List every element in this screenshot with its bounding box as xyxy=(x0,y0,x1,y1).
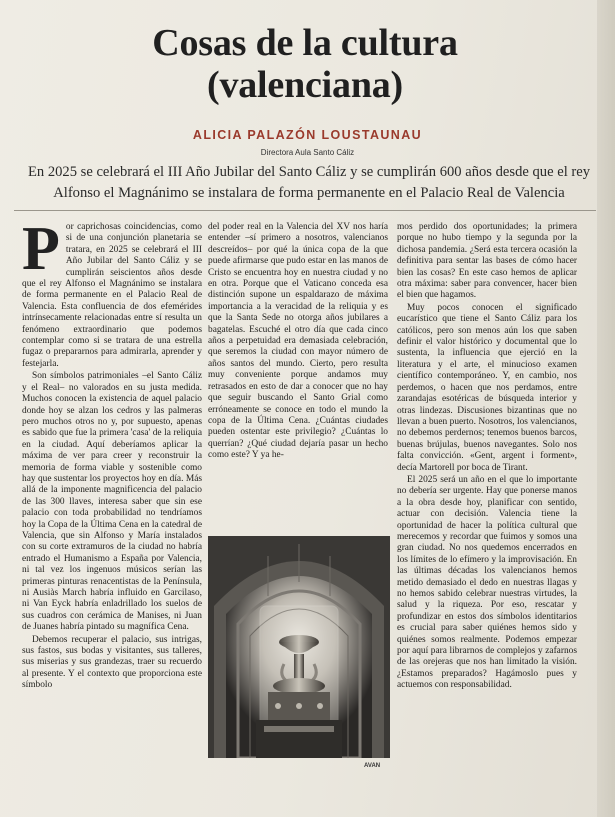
page-edge xyxy=(597,0,615,817)
column-1 xyxy=(22,222,202,807)
column-2 xyxy=(208,222,388,530)
paragraph: Son símbolos patrimoniales –el Santo Cáliz y el Real– no valorados en su justa medida. Muchos conocen la existencia de aquel palacio donde hoy se alzan los cedros y las palmeras pero muchos otros no y, por supuesto, apenas es sabido que fue la primera 'casa' de la reliquia en la ciudad. Aquí deberíamos aplicar la máxima de ver para creer y reconstruir la memoria de forma viable y sostenible como hay que sustentar los proyectos hoy en día. Más allá de la imponente magnificencia del palacio de las 300 llaves, interesa saber que sin ese palacio con toda probabilidad no tendríamos hoy la Copa de la Última Cena en la catedral de Valencia, que sin Alfonso y María instalados con su corte extramuros de la ciudad no habría entrado el Humanismo a España por Valencia, ni tal vez los ingenuos músicos serían las primeras pinturas renacentistas de la Península, ni Ausiàs March habría influido en Garcilaso, ni Van Eyck habría enladrillado los suelos de sus cuadros con cerámica de Manises, ni Juan de Juanes habría pintado su magnífica Cena. xyxy=(22,371,202,633)
author-name: ALICIA PALAZÓN LOUSTAUNAU xyxy=(192,128,423,142)
headline xyxy=(60,22,550,106)
author-role: Directora Aula Santo Cáliz xyxy=(260,148,355,157)
paragraph: mos perdido dos oportunidades; la primera porque no hubo tiempo y la segunda por la dichosa pandemia. ¿Será esta tercera ocasión la definitiva para sentar las bases de cómo hacer bien las cosas? En este caso hemos de aplicar otra máxima: saber para convencer, hacer bien el bien que hagamos. xyxy=(397,222,577,301)
paragraph-text: or caprichosas coincidencias, como si de una conjunción planetaria se tratara, en 2025 se celebrará el III Año Jubilar del Santo Cáliz y se cumplirán seiscientos años desde que el rey Alfonso el Magnánimo se instalara de forma permanente en el Palacio Real de Valencia. Esta confluencia de dos efemérides intrínsecamente relacionadas entre sí resulta un fenómeno extraordinario que podemos contemplar como si se tratara de una estrella fugaz o prepararnos para admirarla, aprender y festejarla. xyxy=(22,222,202,369)
holy-chalice-photo xyxy=(208,536,390,758)
divider xyxy=(14,210,596,211)
drop-cap: P xyxy=(22,222,60,283)
chalice-image xyxy=(208,536,390,758)
paragraph xyxy=(22,222,202,370)
paragraph: Muy pocos conocen el significado eucarístico que tiene el Santo Cáliz para los católicos, pero son menos aún los que saben definir el valor histórico y documental que lo sustenta, la influencia que ejerció en la literatura y el arte, el minucioso examen científico contemporáneo. Y, en cambio, nos perdemos, o hacen que nos perdamos, entre zarandajas esotéricas de búsqueda interior y otras lindezas. Discusiones bizantinas que no llevan a buen puerto. Nosotros, los valencianos, no debemos perdernos; tenemos buenos barcos, buenas brújulas, buenos navegantes. Solo nos falta convicción. «Gent, argent i forment», decía Martorell por boca de Tirant. xyxy=(397,302,577,473)
photo-credit: AVAN xyxy=(364,763,381,769)
paragraph: Debemos recuperar el palacio, sus intrigas, sus fastos, sus bodas y visitantes, sus talleres, sus miserias y sus grandezas, traer su recuerdo al presente. Y el contexto que proporciona este símbolo xyxy=(22,634,202,691)
paragraph: El 2025 será un año en el que lo importante no debería ser urgente. Hay que ponerse manos a la obra desde hoy, planificar con sentido, actuar con decisión. Valencia tiene la oportunidad de hacer la política cultural que merecemos y recordar que fuimos y somos una gran ciudad. No nos quedemos encerrados en los límites de lo efímero y la improvisación. En las últimas décadas los valencianos hemos metido demasiado el dedo en nuestras llagas y no hemos sabido celebrar nuestras virtudes, la salud y la riqueza. Por eso, rescatar y profundizar en estos dos símbolos identitarios es crucial para saber quiénes hemos sido y quiénes somos realmente. Podemos empezar por aquí para librarnos de complejos y zafarnos de las orejeras que nos han limitado la visión. ¿Estamos preparados? Hagámoslo pues y actuemos con responsabilidad. xyxy=(397,474,577,691)
lead-paragraph: En 2025 se celebrará el III Año Jubilar del Santo Cáliz y se cumplirán 600 años desde que el rey Alfonso el Magnánimo se instalara de forma permanente en el Palacio Real de Valencia xyxy=(27,164,591,201)
paragraph: del poder real en la Valencia del XV nos haría entender –sí primero a nosotros, valencianos descreídos– por qué la única copa de la que puede afirmarse que pudo estar en las manos de Cristo se encuentra hoy en nuestra ciudad y no en otra. Porque que el Vaticano conceda esa distinción supone un espaldarazo de máxima importancia a la veracidad de la reliquia y es que la Santa Sede no otorga años jubilares a bagatelas. Escuché el otro día que cada cinco años a perpetuidad era demasiada celebración, que seremos la ciudad con mayor número de años santos del mundo. Cierto, pero resulta muy conveniente porque andamos muy retrasados en esto de dar a conocer que no hay que seguir buscando el Santo Grial como erróneamente se conoce en todo el mundo la copa de la Última Cena. ¿Cuántas ciudades pueden ostentar este privilegio? ¿Cuántas lo querrían? ¿Qué ciudad dejaría pasar un hecho como este? Y ya he- xyxy=(208,222,388,461)
headline-line-2: (valenciana) xyxy=(206,64,404,106)
column-3 xyxy=(397,222,577,807)
headline-line-1: Cosas de la cultura xyxy=(152,22,458,64)
